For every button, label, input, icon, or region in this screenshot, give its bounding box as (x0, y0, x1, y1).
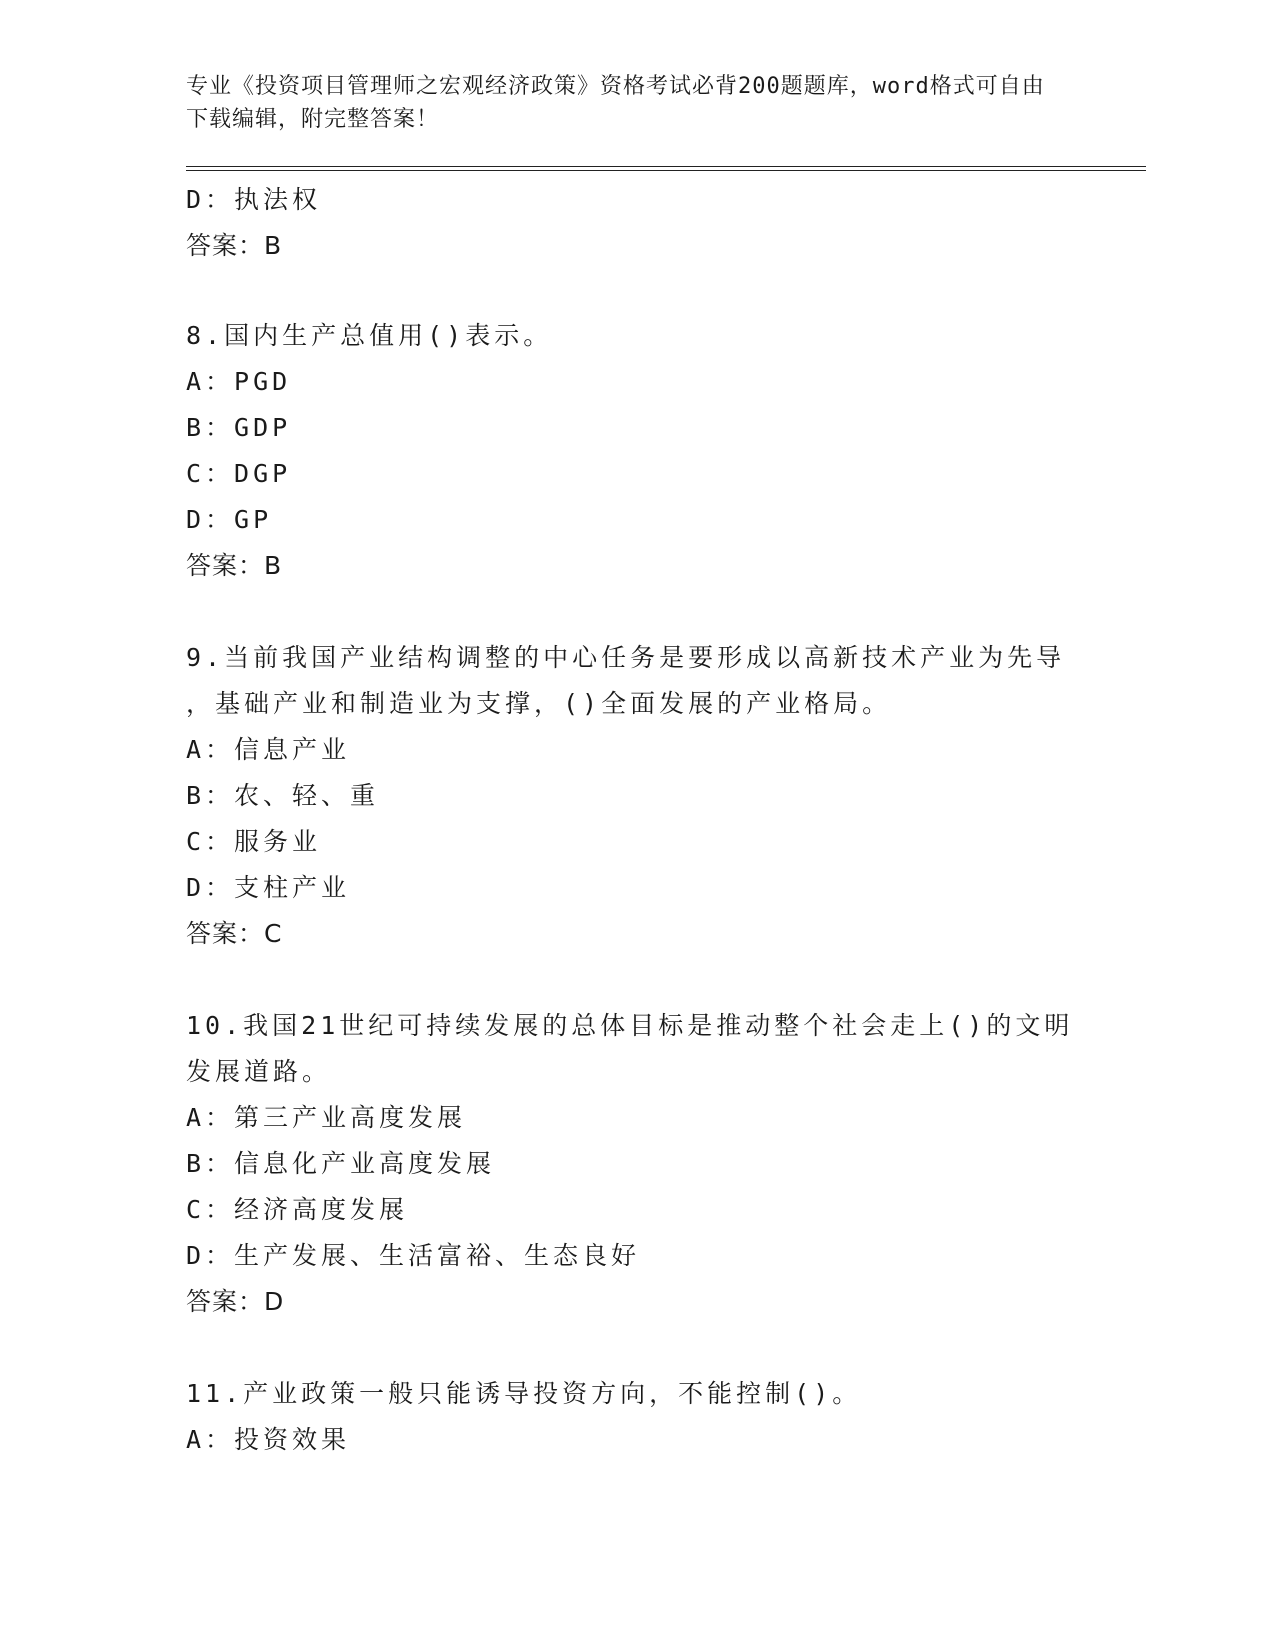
question-stem-line-1: 9.当前我国产业结构调整的中心任务是要形成以高新技术产业为先导 (186, 643, 1066, 672)
option-a: A：PGD (186, 367, 292, 396)
option-b: B：GDP (186, 413, 292, 442)
question-list (186, 177, 1136, 1463)
question-8 (186, 313, 1136, 589)
question-10 (186, 1003, 1136, 1325)
answer-line: 答案：B (186, 231, 283, 260)
question-stem: 11.产业政策一般只能诱导投资方向，不能控制()。 (186, 1379, 862, 1408)
answer-line: 答案：D (186, 1287, 285, 1316)
question-stem-line-2: ，基础产业和制造业为支撑，()全面发展的产业格局。 (186, 689, 892, 718)
option-a: A：第三产业高度发展 (186, 1103, 467, 1132)
document-page (186, 70, 1136, 1463)
answer-line: 答案：C (186, 919, 283, 948)
question-9 (186, 635, 1136, 957)
option-b: B：信息化产业高度发展 (186, 1149, 496, 1178)
option-a: A：投资效果 (186, 1425, 351, 1454)
option-d: D：支柱产业 (186, 873, 351, 902)
option-c: C：经济高度发展 (186, 1195, 409, 1224)
option-d: D：执法权 (186, 185, 322, 214)
option-d: D：生产发展、生活富裕、生态良好 (186, 1241, 641, 1270)
option-a: A：信息产业 (186, 735, 351, 764)
option-d: D：GP (186, 505, 273, 534)
document-header: 专业《投资项目管理师之宏观经济政策》资格考试必背200题题库，word格式可自由下载编辑，附完整答案！ (186, 74, 1045, 132)
question-stem-line-2: 发展道路。 (186, 1057, 332, 1086)
option-b: B：农、轻、重 (186, 781, 380, 810)
question-stem: 8.国内生产总值用()表示。 (186, 321, 553, 350)
question-11 (186, 1371, 1136, 1463)
option-c: C：服务业 (186, 827, 322, 856)
question-stem-line-1: 10.我国21世纪可持续发展的总体目标是推动整个社会走上()的文明 (186, 1011, 1074, 1040)
answer-line: 答案：B (186, 551, 283, 580)
header-divider (186, 166, 1146, 171)
option-c: C：DGP (186, 459, 292, 488)
